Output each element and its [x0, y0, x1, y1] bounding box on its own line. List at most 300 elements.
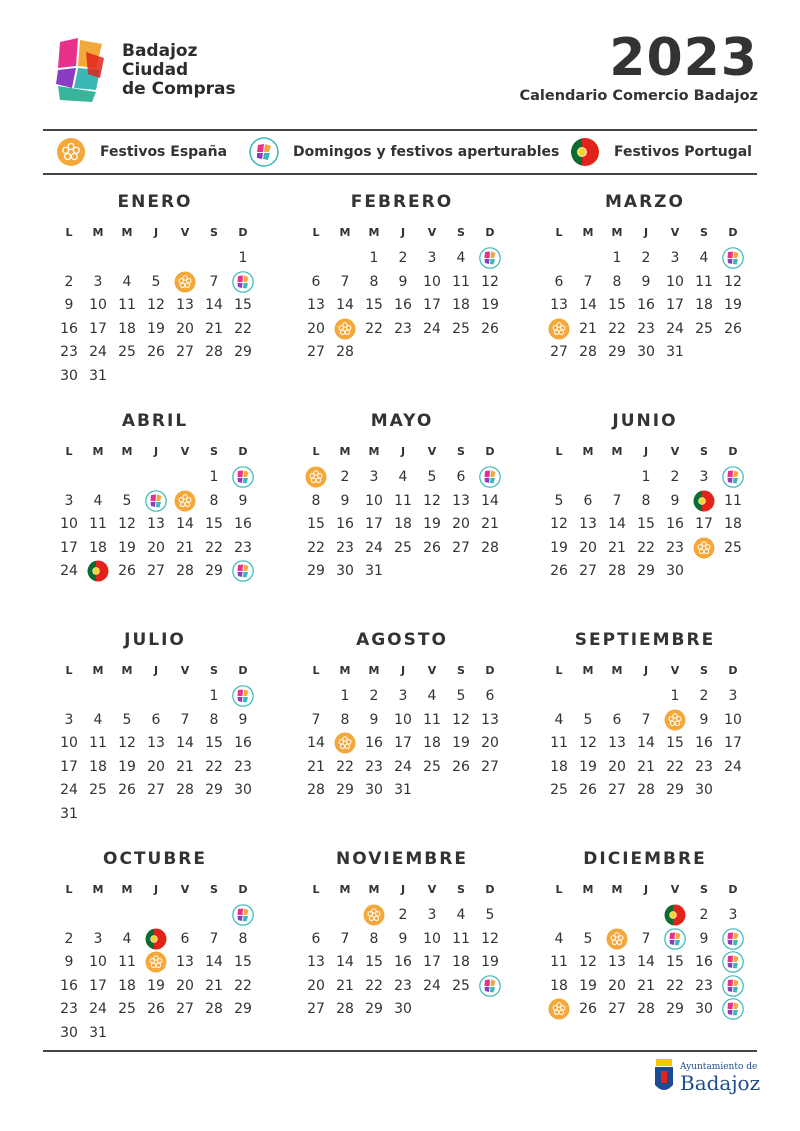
day-cell: 6: [583, 492, 593, 509]
day-cell: 31: [89, 1024, 107, 1041]
day-cell: 29: [234, 344, 252, 360]
weekday-label: M: [368, 664, 380, 677]
day-festivo-espana: [331, 731, 359, 755]
weekday-label: V: [670, 883, 680, 896]
day-cell: 17: [666, 297, 684, 313]
weekday-label: S: [210, 883, 218, 896]
month-name: ABRIL: [121, 411, 189, 431]
shopping-logo-icon: [722, 951, 744, 973]
month-junio: [545, 411, 745, 611]
shopping-logo-icon: [232, 466, 254, 488]
day-cell: 28: [307, 782, 325, 798]
day-cell: 13: [608, 954, 626, 970]
star-flower-icon: [363, 904, 385, 926]
day-aperturable: [142, 489, 170, 513]
day-cell: 30: [365, 782, 383, 798]
day-cell: 17: [89, 977, 107, 994]
weekday-label: M: [611, 664, 623, 677]
day-cell: 9: [238, 711, 248, 728]
day-cell: 11: [452, 273, 470, 290]
day-cell: 11: [89, 735, 107, 751]
day-cell: 16: [637, 297, 655, 313]
day-cell: 7: [209, 273, 219, 290]
day-cell: 16: [336, 516, 354, 532]
weekday-label: L: [65, 226, 73, 239]
day-cell: 26: [579, 782, 597, 798]
day-cell: 29: [365, 1001, 383, 1017]
day-cell: 1: [641, 469, 651, 485]
day-cell: 23: [666, 539, 684, 556]
day-aperturable: [719, 974, 747, 998]
day-cell: 6: [180, 930, 190, 947]
star-flower-icon: [548, 318, 570, 340]
day-cell: 1: [238, 250, 248, 266]
weekday-label: L: [312, 226, 320, 239]
day-cell: 22: [205, 539, 223, 556]
day-cell: 9: [340, 492, 350, 509]
shopping-logo-icon: [664, 928, 686, 950]
weekday-label: S: [210, 445, 218, 458]
day-cell: 27: [147, 563, 165, 579]
star-flower-icon: [334, 318, 356, 340]
weekday-label: D: [238, 664, 248, 677]
day-aperturable: [229, 684, 257, 708]
day-cell: 2: [64, 930, 74, 947]
day-cell: 24: [394, 758, 412, 775]
shopping-logo-icon: [722, 998, 744, 1020]
day-cell: 11: [695, 273, 713, 290]
day-cell: 26: [118, 563, 136, 579]
day-cell: 20: [176, 977, 194, 994]
day-cell: 1: [209, 688, 219, 704]
day-cell: 19: [481, 954, 499, 970]
day-cell: 23: [336, 539, 354, 556]
weekday-label: J: [400, 226, 406, 239]
month-septiembre: [545, 630, 745, 830]
day-aperturable: [719, 997, 747, 1021]
day-cell: 5: [151, 273, 161, 290]
day-cell: 18: [89, 758, 107, 775]
day-cell: 9: [238, 492, 248, 509]
day-cell: 10: [89, 954, 107, 970]
day-cell: 12: [550, 516, 568, 532]
day-cell: 3: [93, 273, 103, 290]
day-cell: 23: [695, 758, 713, 775]
day-cell: 26: [481, 320, 499, 337]
day-cell: 10: [60, 735, 78, 751]
star-flower-icon: [174, 271, 196, 293]
day-cell: 15: [365, 297, 383, 313]
legend-sunday-label: Domingos y festivos aperturables: [293, 144, 560, 160]
weekday-label: D: [238, 226, 248, 239]
day-cell: 6: [311, 930, 321, 947]
day-cell: 14: [307, 735, 325, 751]
day-aperturable: [229, 903, 257, 927]
day-cell: 19: [481, 297, 499, 313]
weekday-label: D: [728, 664, 738, 677]
day-cell: 3: [398, 688, 408, 704]
day-cell: 14: [637, 735, 655, 751]
day-cell: 6: [151, 711, 161, 728]
day-cell: 30: [666, 563, 684, 579]
day-cell: 22: [205, 758, 223, 775]
day-cell: 4: [554, 711, 564, 728]
month-name: SEPTIEMBRE: [574, 630, 716, 650]
day-cell: 29: [205, 782, 223, 798]
weekday-label: L: [65, 445, 73, 458]
day-cell: 17: [60, 758, 78, 775]
weekday-label: M: [339, 664, 351, 677]
day-cell: 7: [340, 273, 350, 290]
day-cell: 24: [423, 320, 441, 337]
weekday-label: S: [457, 226, 465, 239]
day-cell: 26: [118, 782, 136, 798]
day-cell: 4: [456, 250, 466, 266]
day-cell: 21: [608, 539, 626, 556]
day-cell: 18: [118, 320, 136, 337]
day-cell: 4: [122, 273, 132, 290]
day-cell: 27: [608, 1001, 626, 1017]
day-cell: 16: [234, 516, 252, 532]
day-cell: 14: [336, 297, 354, 313]
weekday-label: M: [339, 226, 351, 239]
month-abril: [55, 411, 255, 611]
day-cell: 7: [311, 711, 321, 728]
day-festivo-espana: [545, 317, 573, 341]
weekday-label: J: [643, 883, 649, 896]
legend-portugal-label: Festivos Portugal: [614, 144, 752, 160]
weekday-label: S: [457, 883, 465, 896]
day-cell: 7: [612, 492, 622, 509]
day-cell: 6: [612, 711, 622, 728]
day-aperturable: [476, 465, 504, 489]
day-cell: 4: [427, 688, 437, 704]
day-festivo-espana: [690, 536, 718, 560]
day-cell: 16: [666, 516, 684, 532]
day-cell: 21: [205, 977, 223, 994]
day-cell: 29: [666, 1001, 684, 1017]
day-cell: 21: [205, 320, 223, 337]
day-cell: 22: [234, 977, 252, 994]
day-cell: 19: [423, 516, 441, 532]
day-cell: 9: [64, 954, 74, 970]
weekday-label: M: [339, 883, 351, 896]
day-cell: 18: [550, 977, 568, 994]
day-cell: 4: [398, 469, 408, 485]
day-cell: 21: [637, 758, 655, 775]
star-flower-icon: [664, 709, 686, 731]
day-cell: 28: [481, 539, 499, 556]
day-cell: 7: [641, 930, 651, 947]
day-cell: 25: [118, 1001, 136, 1017]
shopping-logo-icon: [479, 466, 501, 488]
day-cell: 4: [93, 711, 103, 728]
day-cell: 6: [554, 273, 564, 290]
day-cell: 15: [608, 297, 626, 313]
day-cell: 16: [394, 954, 412, 970]
day-cell: 1: [670, 688, 680, 704]
star-flower-icon: [305, 466, 327, 488]
weekday-label: M: [121, 445, 133, 458]
shopping-logo-icon: [249, 137, 279, 167]
day-cell: 21: [579, 320, 597, 337]
day-cell: 15: [234, 954, 252, 970]
day-cell: 27: [176, 1001, 194, 1017]
day-cell: 27: [307, 1001, 325, 1017]
month-octubre: [55, 849, 255, 1049]
day-cell: 28: [608, 563, 626, 579]
day-cell: 22: [666, 758, 684, 775]
day-cell: 6: [485, 688, 495, 704]
day-aperturable: [229, 270, 257, 294]
day-cell: 26: [147, 1001, 165, 1017]
badajoz-compras-logo: [56, 38, 106, 102]
day-cell: 31: [89, 367, 107, 384]
day-cell: 23: [394, 320, 412, 337]
day-cell: 13: [307, 297, 325, 313]
weekday-label: D: [238, 883, 248, 896]
month-name: NOVIEMBRE: [336, 849, 468, 869]
day-cell: 9: [64, 297, 74, 313]
weekday-label: M: [611, 883, 623, 896]
day-cell: 2: [699, 688, 709, 704]
day-cell: 28: [176, 563, 194, 579]
day-cell: 9: [670, 492, 680, 509]
day-cell: 4: [699, 250, 709, 266]
weekday-label: V: [670, 664, 680, 677]
weekday-label: M: [92, 226, 104, 239]
day-cell: 3: [64, 711, 74, 728]
month-julio: [55, 630, 255, 830]
day-cell: 19: [452, 735, 470, 751]
day-cell: 14: [579, 297, 597, 313]
day-cell: 17: [89, 320, 107, 337]
divider-top: [43, 129, 757, 131]
day-cell: 10: [89, 297, 107, 313]
day-cell: 30: [60, 367, 78, 384]
day-cell: 25: [695, 320, 713, 337]
weekday-label: S: [700, 664, 708, 677]
day-cell: 14: [481, 492, 499, 509]
day-festivo-espana: [171, 270, 199, 294]
day-cell: 18: [452, 954, 470, 970]
day-cell: 23: [60, 344, 78, 360]
weekday-label: L: [312, 664, 320, 677]
month-diciembre: [545, 849, 745, 1049]
weekday-label: D: [728, 226, 738, 239]
day-cell: 3: [427, 907, 437, 923]
day-aperturable: [719, 927, 747, 951]
day-cell: 22: [365, 977, 383, 994]
day-cell: 22: [637, 539, 655, 556]
day-cell: 10: [394, 711, 412, 728]
day-cell: 14: [205, 297, 223, 313]
weekday-label: J: [400, 664, 406, 677]
day-cell: 30: [60, 1024, 78, 1041]
day-cell: 22: [666, 977, 684, 994]
weekday-label: J: [643, 226, 649, 239]
day-cell: 24: [60, 782, 78, 798]
day-aperturable: [476, 974, 504, 998]
weekday-label: J: [643, 445, 649, 458]
day-cell: 12: [481, 273, 499, 290]
day-cell: 2: [369, 688, 379, 704]
day-cell: 13: [176, 954, 194, 970]
day-cell: 2: [64, 273, 74, 290]
day-festivo-espana: [545, 997, 573, 1021]
day-cell: 3: [670, 250, 680, 266]
day-cell: 20: [176, 320, 194, 337]
day-cell: 30: [234, 782, 252, 798]
day-cell: 9: [398, 273, 408, 290]
day-aperturable: [719, 465, 747, 489]
day-cell: 25: [452, 977, 470, 994]
weekday-label: L: [555, 664, 563, 677]
day-cell: 18: [118, 977, 136, 994]
day-cell: 30: [336, 563, 354, 579]
day-festivo-espana: [331, 317, 359, 341]
day-aperturable: [661, 927, 689, 951]
day-cell: 12: [147, 297, 165, 313]
day-cell: 12: [579, 735, 597, 751]
day-cell: 25: [724, 539, 742, 556]
weekday-label: L: [555, 226, 563, 239]
day-cell: 24: [89, 344, 107, 360]
day-cell: 4: [554, 930, 564, 947]
day-cell: 3: [369, 469, 379, 485]
day-cell: 8: [340, 711, 350, 728]
city-crest-icon: [653, 1057, 675, 1097]
day-cell: 11: [550, 954, 568, 970]
day-cell: 28: [637, 782, 655, 798]
day-cell: 13: [481, 711, 499, 728]
day-cell: 28: [637, 1001, 655, 1017]
day-cell: 27: [147, 782, 165, 798]
day-cell: 28: [205, 344, 223, 360]
day-cell: 18: [550, 758, 568, 775]
day-cell: 14: [205, 954, 223, 970]
day-cell: 11: [89, 516, 107, 532]
shopping-logo-icon: [722, 975, 744, 997]
day-cell: 18: [89, 539, 107, 556]
weekday-label: M: [92, 664, 104, 677]
day-cell: 14: [176, 735, 194, 751]
day-cell: 4: [456, 907, 466, 923]
day-cell: 7: [340, 930, 350, 947]
day-cell: 15: [234, 297, 252, 313]
day-aperturable: [719, 950, 747, 974]
day-cell: 15: [205, 735, 223, 751]
day-cell: 4: [122, 930, 132, 947]
day-cell: 13: [307, 954, 325, 970]
day-cell: 5: [456, 688, 466, 704]
day-cell: 8: [311, 492, 321, 509]
day-cell: 15: [637, 516, 655, 532]
day-cell: 30: [637, 344, 655, 360]
day-cell: 10: [423, 273, 441, 290]
day-cell: 25: [550, 782, 568, 798]
day-cell: 20: [307, 320, 325, 337]
day-festivo-portugal: [661, 903, 689, 927]
day-cell: 13: [147, 735, 165, 751]
day-cell: 3: [64, 492, 74, 509]
day-cell: 20: [608, 977, 626, 994]
day-cell: 5: [583, 711, 593, 728]
day-cell: 15: [666, 735, 684, 751]
day-cell: 13: [550, 297, 568, 313]
weekday-label: M: [339, 445, 351, 458]
weekday-label: V: [180, 883, 190, 896]
day-cell: 19: [118, 539, 136, 556]
brand-line-2: Ciudad: [122, 60, 189, 80]
day-cell: 2: [641, 250, 651, 266]
day-cell: 17: [423, 954, 441, 970]
day-cell: 8: [612, 273, 622, 290]
weekday-label: S: [457, 445, 465, 458]
day-cell: 15: [666, 954, 684, 970]
weekday-label: M: [611, 226, 623, 239]
day-cell: 23: [234, 758, 252, 775]
day-cell: 23: [695, 977, 713, 994]
shopping-logo-icon: [232, 904, 254, 926]
day-cell: 16: [60, 320, 78, 337]
weekday-label: D: [485, 226, 495, 239]
day-cell: 15: [307, 516, 325, 532]
day-festivo-portugal: [142, 927, 170, 951]
day-cell: 11: [394, 492, 412, 509]
day-cell: 11: [118, 297, 136, 313]
day-aperturable: [229, 465, 257, 489]
day-cell: 20: [579, 539, 597, 556]
weekday-label: J: [400, 883, 406, 896]
day-cell: 9: [369, 711, 379, 728]
ayuntamiento-logo: [680, 1062, 760, 1094]
day-cell: 18: [724, 516, 742, 532]
day-cell: 11: [423, 711, 441, 728]
day-cell: 2: [699, 907, 709, 923]
day-cell: 29: [608, 344, 626, 360]
day-cell: 27: [452, 539, 470, 556]
weekday-label: V: [670, 226, 680, 239]
day-cell: 23: [365, 758, 383, 775]
day-cell: 12: [724, 273, 742, 290]
calendar-year: 2023: [609, 28, 758, 88]
day-cell: 15: [205, 516, 223, 532]
weekday-label: V: [180, 664, 190, 677]
day-cell: 27: [608, 782, 626, 798]
star-flower-icon: [174, 490, 196, 512]
weekday-label: V: [427, 445, 437, 458]
day-cell: 28: [205, 1001, 223, 1017]
weekday-label: S: [700, 226, 708, 239]
star-flower-icon: [56, 137, 86, 167]
day-cell: 16: [60, 977, 78, 994]
day-cell: 25: [423, 758, 441, 775]
weekday-label: M: [121, 883, 133, 896]
weekday-label: S: [457, 664, 465, 677]
month-febrero: [302, 192, 502, 392]
weekday-label: M: [368, 226, 380, 239]
day-festivo-portugal: [690, 489, 718, 513]
day-cell: 2: [398, 907, 408, 923]
day-cell: 2: [670, 469, 680, 485]
day-cell: 29: [336, 782, 354, 798]
day-cell: 3: [728, 907, 738, 923]
day-cell: 10: [423, 930, 441, 947]
day-cell: 13: [579, 516, 597, 532]
day-cell: 24: [724, 758, 742, 775]
day-cell: 20: [147, 758, 165, 775]
